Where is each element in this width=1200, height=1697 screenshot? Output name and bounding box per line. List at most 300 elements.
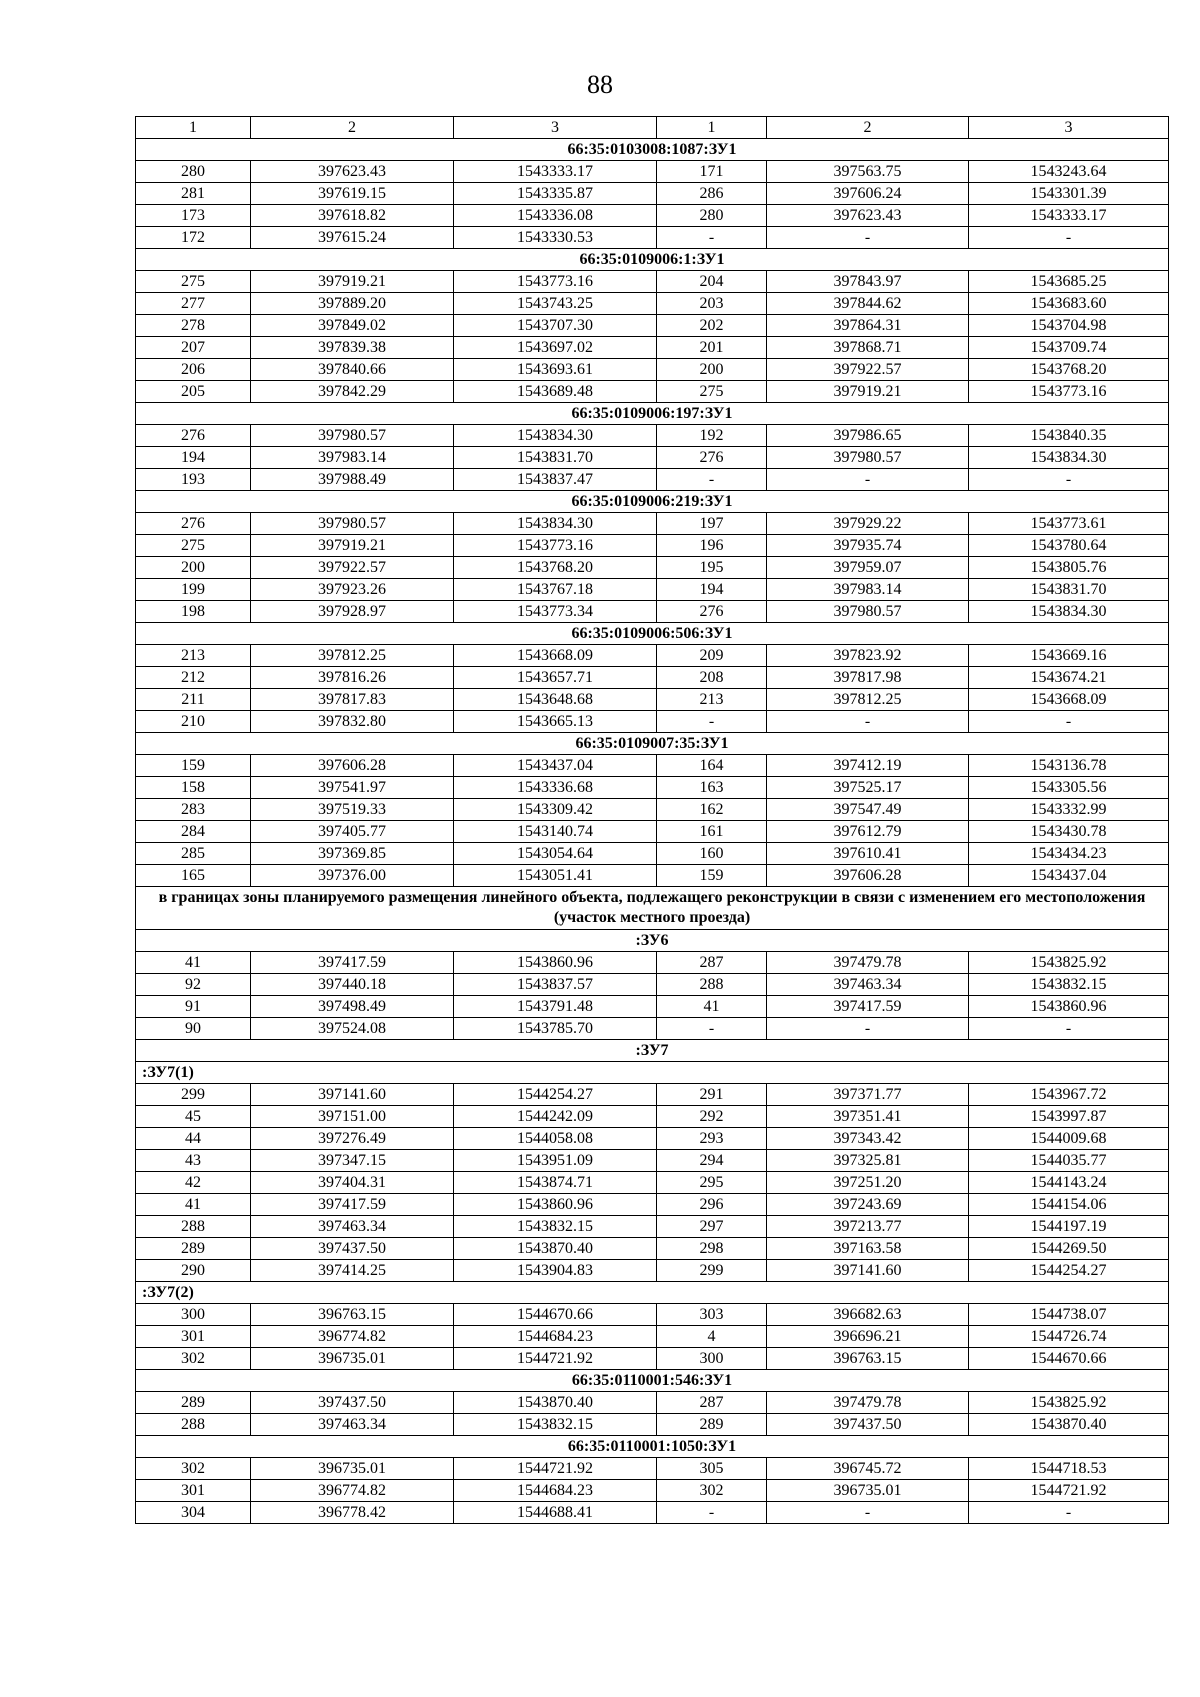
table-cell: 192	[657, 425, 767, 447]
table-row	[136, 1172, 1169, 1194]
table-cell: -	[767, 227, 969, 249]
table-cell: 208	[657, 667, 767, 689]
table-cell: 1543333.17	[454, 161, 657, 183]
table-cell: 1543336.68	[454, 777, 657, 799]
table-cell: 299	[136, 1084, 251, 1106]
table-row	[136, 1326, 1169, 1348]
table-cell: 296	[657, 1194, 767, 1216]
table-cell: 1544154.06	[969, 1194, 1169, 1216]
table-cell: 90	[136, 1018, 251, 1040]
table-cell: 397479.78	[767, 1392, 969, 1414]
table-cell: 397371.77	[767, 1084, 969, 1106]
table-cell: 201	[657, 337, 767, 359]
table-cell: 396735.01	[767, 1480, 969, 1502]
table-cell: 213	[657, 689, 767, 711]
table-cell: 397983.14	[251, 447, 454, 469]
table-cell: 302	[136, 1348, 251, 1370]
table-row	[136, 183, 1169, 205]
table-row	[136, 557, 1169, 579]
table-cell: 397618.82	[251, 205, 454, 227]
subsection-title-row	[136, 1062, 1169, 1084]
section-title-row	[136, 733, 1169, 755]
table-cell: 397376.00	[251, 865, 454, 887]
table-cell: 197	[657, 513, 767, 535]
table-row	[136, 1348, 1169, 1370]
section-title-row	[136, 623, 1169, 645]
table-cell: 397843.97	[767, 271, 969, 293]
table-cell: 300	[657, 1348, 767, 1370]
table-row	[136, 755, 1169, 777]
table-cell: 1543773.16	[454, 535, 657, 557]
table-cell: 1543870.40	[969, 1414, 1169, 1436]
table-cell: 397343.42	[767, 1128, 969, 1150]
table-cell: 280	[136, 161, 251, 183]
table-cell: 397479.78	[767, 952, 969, 974]
table-cell: 286	[657, 183, 767, 205]
table-cell: 1543333.17	[969, 205, 1169, 227]
table-cell: 41	[136, 952, 251, 974]
table-row	[136, 315, 1169, 337]
table-cell: 287	[657, 1392, 767, 1414]
table-cell: 91	[136, 996, 251, 1018]
table-cell: 1543683.60	[969, 293, 1169, 315]
table-cell: 41	[657, 996, 767, 1018]
table-cell: 397276.49	[251, 1128, 454, 1150]
table-cell: 284	[136, 821, 251, 843]
table-cell: 397928.97	[251, 601, 454, 623]
table-cell: 207	[136, 337, 251, 359]
table-cell: 1543773.34	[454, 601, 657, 623]
table-row	[136, 1414, 1169, 1436]
table-row	[136, 469, 1169, 491]
table-cell: 397610.41	[767, 843, 969, 865]
table-row	[136, 1106, 1169, 1128]
table-cell: 204	[657, 271, 767, 293]
table-cell: 1543832.15	[969, 974, 1169, 996]
table-cell: 288	[136, 1414, 251, 1436]
table-cell: 397412.19	[767, 755, 969, 777]
section-title: :ЗУ7	[136, 1040, 1169, 1062]
table-cell: 1543437.04	[969, 865, 1169, 887]
section-title: в границах зоны планируемого размещения линейного объекта, подлежащего реконструкции в связи с изменением его местоположения (участок местного проезда)	[136, 887, 1169, 930]
table-cell: 397525.17	[767, 777, 969, 799]
table-cell: 1544721.92	[969, 1480, 1169, 1502]
table-cell: 294	[657, 1150, 767, 1172]
section-title: 66:35:0109006:1:ЗУ1	[136, 249, 1169, 271]
table-cell: -	[969, 227, 1169, 249]
table-cell: 171	[657, 161, 767, 183]
table-cell: 397141.60	[767, 1260, 969, 1282]
table-cell: 1543330.53	[454, 227, 657, 249]
table-cell: 276	[136, 513, 251, 535]
table-cell: 275	[657, 381, 767, 403]
table-cell: 210	[136, 711, 251, 733]
table-cell: 397417.59	[251, 952, 454, 974]
header-cell: 2	[251, 117, 454, 139]
table-cell: 292	[657, 1106, 767, 1128]
table-cell: 397243.69	[767, 1194, 969, 1216]
table-cell: 1543951.09	[454, 1150, 657, 1172]
table-cell: 397541.97	[251, 777, 454, 799]
table-cell: 276	[136, 425, 251, 447]
section-title-row	[136, 249, 1169, 271]
section-title-row	[136, 930, 1169, 952]
table-cell: 1543860.96	[454, 952, 657, 974]
table-cell: 1544254.27	[454, 1084, 657, 1106]
table-cell: 194	[657, 579, 767, 601]
table-cell: 1543434.23	[969, 843, 1169, 865]
table-cell: 1543707.30	[454, 315, 657, 337]
table-cell: 397606.28	[251, 755, 454, 777]
table-cell: 162	[657, 799, 767, 821]
table-cell: -	[767, 1502, 969, 1524]
table-cell: 397404.31	[251, 1172, 454, 1194]
table-cell: 299	[657, 1260, 767, 1282]
table-cell: 1543665.13	[454, 711, 657, 733]
table-cell: 1543674.21	[969, 667, 1169, 689]
table-cell: 397816.26	[251, 667, 454, 689]
table-row	[136, 974, 1169, 996]
subsection-title: :ЗУ7(2)	[136, 1282, 1169, 1304]
table-row	[136, 1458, 1169, 1480]
table-cell: 276	[657, 447, 767, 469]
table-cell: 397437.50	[767, 1414, 969, 1436]
table-cell: 397612.79	[767, 821, 969, 843]
table-cell: 1543689.48	[454, 381, 657, 403]
table-cell: 41	[136, 1194, 251, 1216]
table-cell: 1543709.74	[969, 337, 1169, 359]
header-cell: 3	[454, 117, 657, 139]
table-cell: 1543837.57	[454, 974, 657, 996]
table-cell: 397817.83	[251, 689, 454, 711]
table-cell: 1544058.08	[454, 1128, 657, 1150]
table-cell: 293	[657, 1128, 767, 1150]
table-cell: 1543834.30	[454, 425, 657, 447]
subsection-title: :ЗУ7(1)	[136, 1062, 1169, 1084]
table-cell: 397524.08	[251, 1018, 454, 1040]
table-row	[136, 1480, 1169, 1502]
table-cell: 165	[136, 865, 251, 887]
table-row	[136, 381, 1169, 403]
table-cell: 397889.20	[251, 293, 454, 315]
table-cell: 1543834.30	[969, 447, 1169, 469]
section-title: :ЗУ6	[136, 930, 1169, 952]
table-cell: 1544670.66	[969, 1348, 1169, 1370]
table-cell: 397817.98	[767, 667, 969, 689]
table-cell: 396682.63	[767, 1304, 969, 1326]
table-cell: 1543832.15	[454, 1414, 657, 1436]
table-cell: 397151.00	[251, 1106, 454, 1128]
table-cell: 396763.15	[767, 1348, 969, 1370]
table-cell: 396774.82	[251, 1480, 454, 1502]
table-cell: 283	[136, 799, 251, 821]
table-row	[136, 535, 1169, 557]
table-cell: 1543967.72	[969, 1084, 1169, 1106]
table-cell: 164	[657, 755, 767, 777]
table-cell: 397417.59	[251, 1194, 454, 1216]
table-cell: 202	[657, 315, 767, 337]
table-cell: 1543668.09	[969, 689, 1169, 711]
table-cell: 1544035.77	[969, 1150, 1169, 1172]
table-cell: 159	[657, 865, 767, 887]
table-cell: 397849.02	[251, 315, 454, 337]
table-cell: 397922.57	[767, 359, 969, 381]
table-cell: 1544143.24	[969, 1172, 1169, 1194]
table-cell: 1543831.70	[454, 447, 657, 469]
table-row	[136, 1392, 1169, 1414]
table-cell: 302	[136, 1458, 251, 1480]
table-cell: 1544721.92	[454, 1458, 657, 1480]
table-cell: 397980.57	[251, 513, 454, 535]
table-cell: 285	[136, 843, 251, 865]
table-row	[136, 513, 1169, 535]
table-cell: 92	[136, 974, 251, 996]
table-row	[136, 1194, 1169, 1216]
table-cell: 397463.34	[251, 1216, 454, 1238]
table-cell: 396696.21	[767, 1326, 969, 1348]
table-cell: 200	[136, 557, 251, 579]
header-cell: 2	[767, 117, 969, 139]
table-cell: 397519.33	[251, 799, 454, 821]
table-cell: 1543243.64	[969, 161, 1169, 183]
table-cell: 397919.21	[251, 271, 454, 293]
table-cell: 397440.18	[251, 974, 454, 996]
table-cell: 205	[136, 381, 251, 403]
table-cell: 1544684.23	[454, 1480, 657, 1502]
section-title: 66:35:0110001:546:ЗУ1	[136, 1370, 1169, 1392]
table-cell: 397463.34	[767, 974, 969, 996]
table-cell: 161	[657, 821, 767, 843]
table-row	[136, 1260, 1169, 1282]
table-cell: 45	[136, 1106, 251, 1128]
table-cell: 397347.15	[251, 1150, 454, 1172]
table-cell: 277	[136, 293, 251, 315]
table-cell: 163	[657, 777, 767, 799]
table-cell: 1544738.07	[969, 1304, 1169, 1326]
table-cell: 397922.57	[251, 557, 454, 579]
header-row	[136, 117, 1169, 139]
table-cell: 396774.82	[251, 1326, 454, 1348]
table-cell: 397163.58	[767, 1238, 969, 1260]
table-cell: 289	[136, 1238, 251, 1260]
table-cell: 397615.24	[251, 227, 454, 249]
table-cell: 212	[136, 667, 251, 689]
table-cell: 1543332.99	[969, 799, 1169, 821]
table-cell: 1543768.20	[969, 359, 1169, 381]
table-row	[136, 645, 1169, 667]
table-cell: 1544009.68	[969, 1128, 1169, 1150]
table-cell: 396763.15	[251, 1304, 454, 1326]
table-cell: 397417.59	[767, 996, 969, 1018]
table-cell: 158	[136, 777, 251, 799]
table-row	[136, 337, 1169, 359]
table-cell: 1543140.74	[454, 821, 657, 843]
table-cell: 289	[657, 1414, 767, 1436]
table-row	[136, 425, 1169, 447]
table-cell: 397405.77	[251, 821, 454, 843]
table-cell: 397929.22	[767, 513, 969, 535]
table-cell: 1543837.47	[454, 469, 657, 491]
table-cell: 287	[657, 952, 767, 974]
table-row	[136, 1084, 1169, 1106]
table-cell: 275	[136, 535, 251, 557]
table-cell: 1543773.16	[969, 381, 1169, 403]
section-title-row	[136, 1040, 1169, 1062]
table-cell: 397983.14	[767, 579, 969, 601]
table-cell: 397812.25	[251, 645, 454, 667]
table-row	[136, 689, 1169, 711]
table-row	[136, 359, 1169, 381]
table-row	[136, 271, 1169, 293]
table-cell: 1543825.92	[969, 1392, 1169, 1414]
table-cell: 297	[657, 1216, 767, 1238]
section-title-row	[136, 1436, 1169, 1458]
table-cell: 397369.85	[251, 843, 454, 865]
table-cell: 4	[657, 1326, 767, 1348]
table-row	[136, 579, 1169, 601]
table-cell: 1544721.92	[454, 1348, 657, 1370]
table-cell: 1543870.40	[454, 1238, 657, 1260]
table-cell: 1543697.02	[454, 337, 657, 359]
header-cell: 3	[969, 117, 1169, 139]
table-row	[136, 1502, 1169, 1524]
table-cell: 397213.77	[767, 1216, 969, 1238]
table-cell: 397437.50	[251, 1392, 454, 1414]
section-title-row	[136, 139, 1169, 161]
table-cell: 397980.57	[251, 425, 454, 447]
table-cell: 203	[657, 293, 767, 315]
section-title: 66:35:0110001:1050:ЗУ1	[136, 1436, 1169, 1458]
table-cell: 1544684.23	[454, 1326, 657, 1348]
table-cell: -	[969, 1502, 1169, 1524]
table-cell: 43	[136, 1150, 251, 1172]
header-cell: 1	[136, 117, 251, 139]
section-title: 66:35:0109007:35:ЗУ1	[136, 733, 1169, 755]
table-cell: 44	[136, 1128, 251, 1150]
table-cell: 1544688.41	[454, 1502, 657, 1524]
table-cell: 1543693.61	[454, 359, 657, 381]
table-cell: 298	[657, 1238, 767, 1260]
table-cell: 1543773.61	[969, 513, 1169, 535]
section-title-row	[136, 491, 1169, 513]
table-cell: 1543669.16	[969, 645, 1169, 667]
table-cell: 1543834.30	[969, 601, 1169, 623]
table-cell: 1543648.68	[454, 689, 657, 711]
table-cell: 1543860.96	[454, 1194, 657, 1216]
table-cell: 276	[657, 601, 767, 623]
subsection-title-row	[136, 1282, 1169, 1304]
section-title-row	[136, 887, 1169, 930]
table-row	[136, 205, 1169, 227]
table-cell: 290	[136, 1260, 251, 1282]
table-cell: -	[767, 469, 969, 491]
table-cell: 1543840.35	[969, 425, 1169, 447]
table-cell: 301	[136, 1480, 251, 1502]
table-cell: 397351.41	[767, 1106, 969, 1128]
table-cell: 397251.20	[767, 1172, 969, 1194]
table-cell: 159	[136, 755, 251, 777]
table-cell: 1543437.04	[454, 755, 657, 777]
table-cell: 302	[657, 1480, 767, 1502]
table-cell: 397619.15	[251, 183, 454, 205]
table-cell: 275	[136, 271, 251, 293]
table-row	[136, 799, 1169, 821]
table-cell: 1543743.25	[454, 293, 657, 315]
table-cell: 160	[657, 843, 767, 865]
table-cell: 1543773.16	[454, 271, 657, 293]
table-cell: -	[657, 227, 767, 249]
table-row	[136, 821, 1169, 843]
table-cell: 303	[657, 1304, 767, 1326]
table-cell: 397547.49	[767, 799, 969, 821]
table-cell: 1543997.87	[969, 1106, 1169, 1128]
table-cell: 1543785.70	[454, 1018, 657, 1040]
table-cell: -	[767, 1018, 969, 1040]
table-cell: -	[969, 469, 1169, 491]
page-number: 88	[587, 70, 613, 99]
table-cell: 196	[657, 535, 767, 557]
section-title: 66:35:0109006:219:ЗУ1	[136, 491, 1169, 513]
table-cell: 1544726.74	[969, 1326, 1169, 1348]
table-cell: -	[969, 1018, 1169, 1040]
table-cell: 1543685.25	[969, 271, 1169, 293]
table-cell: 288	[136, 1216, 251, 1238]
table-cell: 397823.92	[767, 645, 969, 667]
table-cell: 1543805.76	[969, 557, 1169, 579]
table-cell: 206	[136, 359, 251, 381]
table-cell: 397919.21	[251, 535, 454, 557]
table-cell: 1544242.09	[454, 1106, 657, 1128]
table-cell: -	[969, 711, 1169, 733]
table-cell: 198	[136, 601, 251, 623]
table-cell: 295	[657, 1172, 767, 1194]
table-row	[136, 1128, 1169, 1150]
table-cell: 397980.57	[767, 447, 969, 469]
table-cell: 280	[657, 205, 767, 227]
section-title-row	[136, 403, 1169, 425]
table-cell: 1543305.56	[969, 777, 1169, 799]
header-cell: 1	[657, 117, 767, 139]
table-cell: 1543335.87	[454, 183, 657, 205]
table-cell: 305	[657, 1458, 767, 1480]
table-cell: 213	[136, 645, 251, 667]
table-cell: 278	[136, 315, 251, 337]
table-cell: 173	[136, 205, 251, 227]
table-cell: 396735.01	[251, 1348, 454, 1370]
table-cell: 397141.60	[251, 1084, 454, 1106]
table-cell: 289	[136, 1392, 251, 1414]
table-cell: 397463.34	[251, 1414, 454, 1436]
table-cell: 1543051.41	[454, 865, 657, 887]
table-cell: 397623.43	[251, 161, 454, 183]
table-row	[136, 1238, 1169, 1260]
table-cell: 396735.01	[251, 1458, 454, 1480]
table-cell: 1543904.83	[454, 1260, 657, 1282]
table-cell: 1544254.27	[969, 1260, 1169, 1282]
table-row	[136, 952, 1169, 974]
table-cell: 397325.81	[767, 1150, 969, 1172]
table-row	[136, 996, 1169, 1018]
table-cell: 397986.65	[767, 425, 969, 447]
table-cell: -	[657, 1502, 767, 1524]
table-cell: 195	[657, 557, 767, 579]
table-cell: 172	[136, 227, 251, 249]
table-cell: 1543054.64	[454, 843, 657, 865]
table-cell: 211	[136, 689, 251, 711]
table-cell: 397864.31	[767, 315, 969, 337]
table-cell: 291	[657, 1084, 767, 1106]
table-cell: 301	[136, 1326, 251, 1348]
